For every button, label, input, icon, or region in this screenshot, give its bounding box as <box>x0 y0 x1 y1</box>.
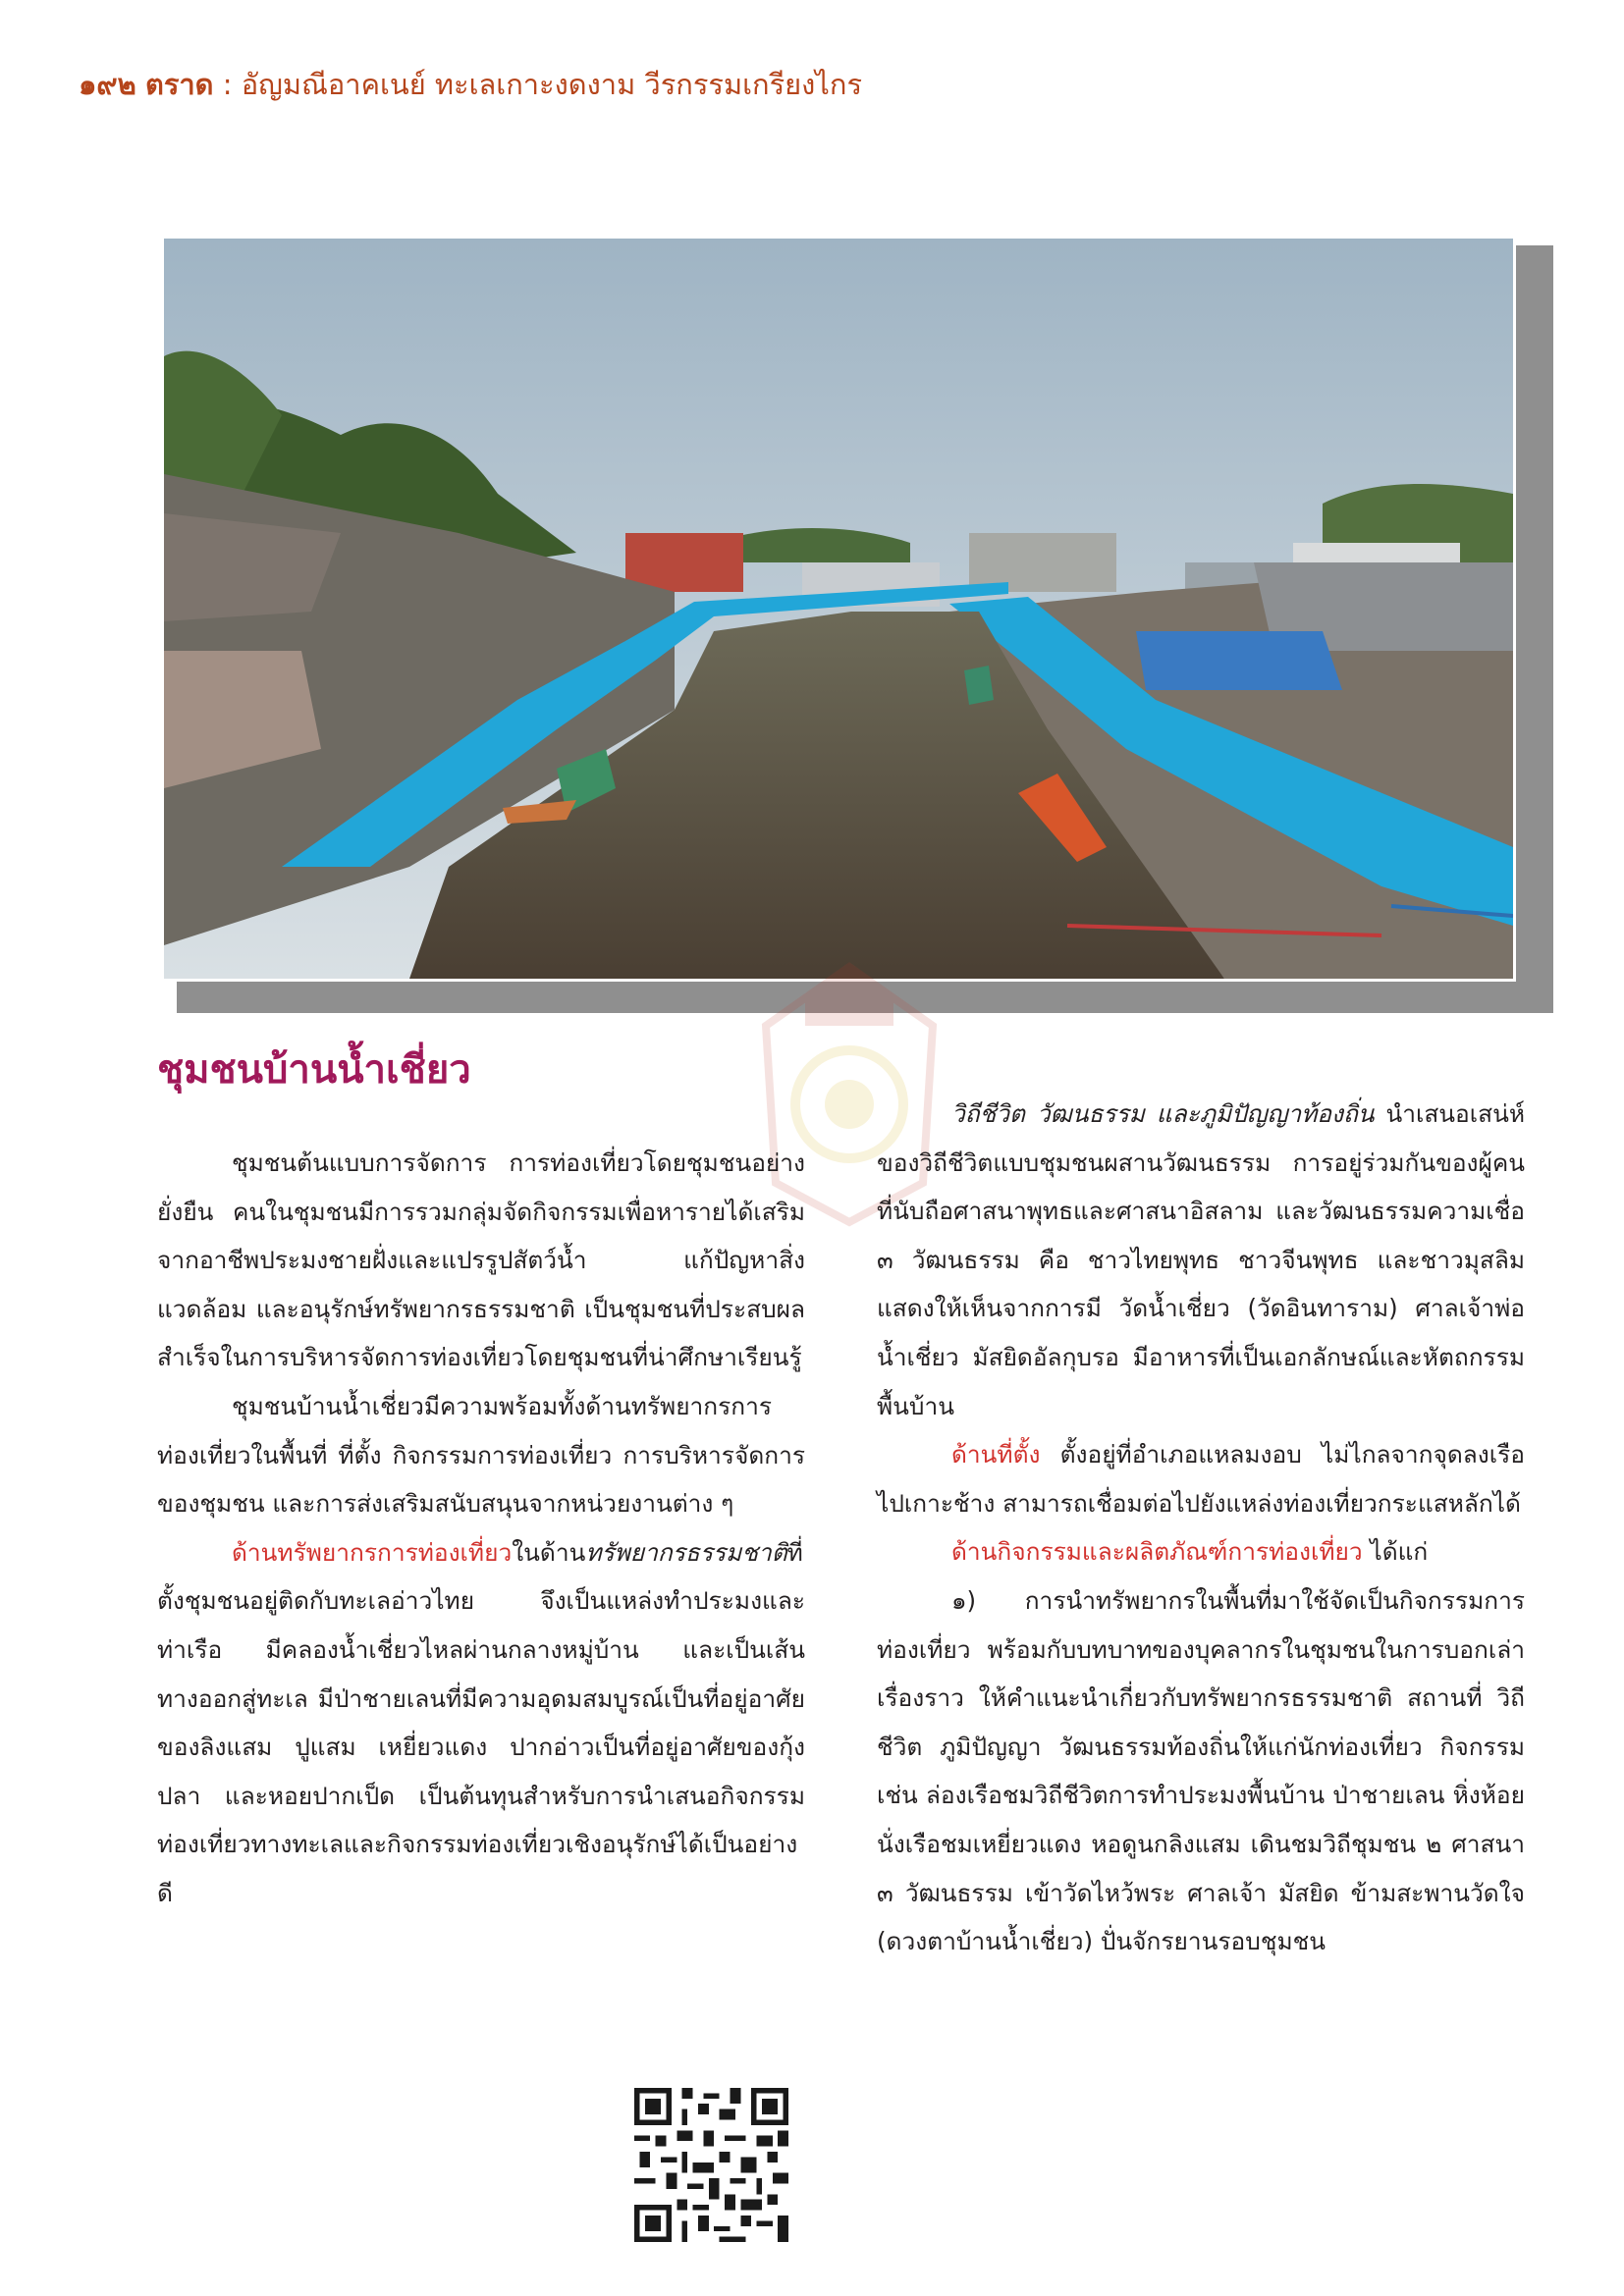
right-paragraph-4: ๑) การนำทรัพยากรในพื้นที่มาใช้จัดเป็นกิจกรรมการท่องเที่ยว พร้อมกับบทบาทของบุคลากรในชุมชนในการบอกเล่าเรื่องราว ให้คำแนะนำเกี่ยวกับทรัพยากรธรรมชาติ สถานที่ วิถีชีวิต ภูมิปัญญา วัฒนธรรมท้องถิ่นให้แก่นักท่องเที่ยว กิจกรรม เช่น ล่องเรือชมวิถีชีวิตการทำประมงพื้นบ้าน ป่าชายเลน หิ่งห้อย นั่งเรือชมเหยี่ยวแดง หอดูนกลิงแสม เดินชมวิถีชุมชน ๒ ศาสนา ๓ วัฒนธรรม เข้าวัดไหว้พระ ศาลเจ้า มัสยิด ข้ามสะพานวัดใจ (ดวงตาบ้านน้ำเชี่ยว) ปั่นจักรยานรอบชุมชน <box>877 1585 1525 1956</box>
resources-lead: ในด้าน <box>512 1537 586 1567</box>
resources-heading: ด้านทรัพยากรการท่องเที่ยว <box>232 1537 513 1567</box>
right-paragraph-2 <box>877 1430 1525 1527</box>
location-body: ตั้งอยู่ที่อำเภอแหลมงอบ ไม่ไกลจากจุดลงเรือไปเกาะช้าง สามารถเชื่อมต่อไปยังแหล่งท่องเที่ยวกระแสหลักได้ <box>877 1440 1525 1518</box>
left-paragraph-2: ชุมชนบ้านน้ำเชี่ยวมีความพร้อมทั้งด้านทรัพยากรการท่องเที่ยวในพื้นที่ ที่ตั้ง กิจกรรมการท่องเที่ยว การบริหารจัดการของชุมชน และการส่งเสริมสนับสนุนจากหน่วยงานต่าง ๆ <box>157 1391 805 1519</box>
province-name: ตราด <box>144 68 214 101</box>
way-of-life-body: นำเสนอเสน่ห์ของวิถีชีวิตแบบชุมชนผสานวัฒนธรรม การอยู่ร่วมกันของผู้คนที่นับถือศาสนาพุทธและศาสนาอิสลาม และวัฒนธรรมความเชื่อ ๓ วัฒนธรรม คือ ชาวไทยพุทธ ชาวจีนพุทธ และชาวมุสลิม แสดงให้เห็นจากการมี วัดน้ำเชี่ยว (วัดอินทาราม) ศาลเจ้าพ่อน้ำเชี่ยว มัสยิดอัลกุบรอ มีอาหารที่เป็นเอกลักษณ์และหัตถกรรมพื้นบ้าน <box>877 1099 1525 1420</box>
article-title: ชุมชนบ้านน้ำเชี่ยว <box>157 1047 471 1093</box>
right-column <box>877 1090 1525 1966</box>
left-column <box>157 1139 805 1918</box>
activities-body: ได้แก่ <box>1362 1537 1429 1567</box>
right-paragraph-3 <box>877 1527 1525 1576</box>
book-subtitle: อัญมณีอาคเนย์ ทะเลเกาะงดงาม วีรกรรมเกรียงไกร <box>241 68 863 101</box>
page-number: ๑๙๒ <box>79 68 136 101</box>
header-separator: : <box>213 68 242 101</box>
qr-code-icon <box>634 2088 788 2242</box>
way-of-life-term: วิถีชีวิต วัฒนธรรม และภูมิปัญญาท้องถิ่น <box>951 1099 1375 1128</box>
activities-heading: ด้านกิจกรรมและผลิตภัณฑ์การท่องเที่ยว <box>951 1537 1363 1567</box>
right-paragraph-1 <box>877 1090 1525 1430</box>
natural-resources-term: ทรัพยากรธรรมชาติ <box>585 1537 787 1567</box>
left-paragraph-1: ชุมชนต้นแบบการจัดการ การท่องเที่ยวโดยชุมชนอย่างยั่งยืน คนในชุมชนมีการรวมกลุ่มจัดกิจกรรมเพื่อหารายได้เสริมจากอาชีพประมงชายฝั่งและแปรรูปสัตว์น้ำ แก้ปัญหาสิ่งแวดล้อม และอนุรักษ์ทรัพยากรธรรมชาติ เป็นชุมชนที่ประสบผลสำเร็จในการบริหารจัดการท่องเที่ยวโดยชุมชนที่น่าศึกษาเรียนรู้ <box>157 1148 805 1372</box>
location-heading: ด้านที่ตั้ง <box>951 1440 1041 1469</box>
resources-body: ที่ตั้งชุมชนอยู่ติดกับทะเลอ่าวไทย จึงเป็นแหล่งทำประมงและท่าเรือ มีคลองน้ำเชี่ยวไหลผ่านกลางหมู่บ้าน และเป็นเส้นทางออกสู่ทะเล มีป่าชายเลนที่มีความอุดมสมบูรณ์เป็นที่อยู่อาศัยของลิงแสม ปูแสม เหยี่ยวแดง ปากอ่าวเป็นที่อยู่อาศัยของกุ้ง ปลา และหอยปากเป็ด เป็นต้นทุนสำหรับการนำเสนอกิจกรรมท่องเที่ยวทางทะเลและกิจกรรมท่องเที่ยวเชิงอนุรักษ์ได้เป็นอย่างดี <box>157 1537 805 1907</box>
running-header <box>79 61 1159 108</box>
left-paragraph-3 <box>157 1528 805 1918</box>
floating-market-canal-photo <box>161 236 1516 982</box>
